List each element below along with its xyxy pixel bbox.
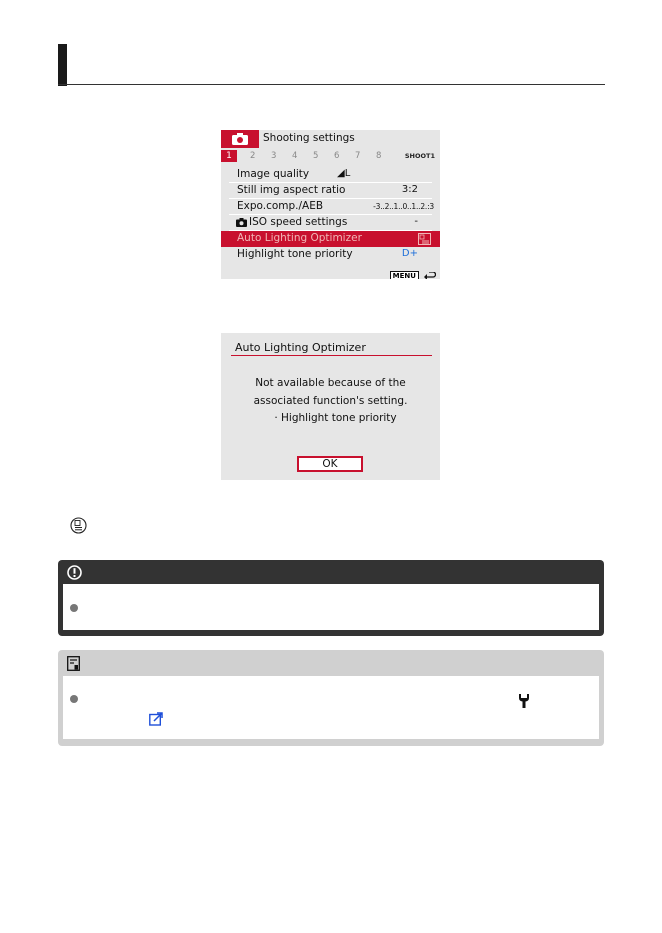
note-box — [58, 650, 604, 746]
camera-dialog-screen — [221, 333, 440, 480]
menu-item-aspect-ratio[interactable] — [221, 183, 440, 199]
dialog-message-line: · Highlight tone priority — [274, 412, 397, 424]
return-icon — [424, 272, 436, 280]
menu-item-value: -3..2..1..0..1..2.:3 — [373, 202, 434, 211]
tab-8[interactable]: 8 — [376, 151, 382, 161]
section-header-bar — [58, 44, 67, 86]
camera-icon — [236, 218, 247, 227]
menu-item-label: Highlight tone priority — [237, 248, 353, 260]
exclamation-icon — [67, 565, 82, 580]
menu-return-button[interactable] — [390, 266, 436, 277]
menu-item-iso[interactable] — [221, 215, 440, 231]
menu-item-label: Still img aspect ratio — [237, 184, 346, 196]
tab-5[interactable]: 5 — [313, 151, 319, 161]
tab-3[interactable]: 3 — [271, 151, 277, 161]
menu-item-value: - — [414, 216, 418, 227]
menu-title: Shooting settings — [263, 132, 355, 144]
menu-item-auto-lighting-optimizer[interactable] — [221, 231, 440, 247]
tab-4[interactable]: 4 — [292, 151, 298, 161]
dialog-divider — [231, 355, 432, 356]
alo-off-icon — [418, 233, 431, 245]
menu-item-label: ISO speed settings — [249, 216, 348, 228]
alo-off-icon — [70, 517, 87, 534]
wrench-icon — [518, 694, 530, 708]
menu-item-value: 3:2 — [401, 184, 418, 195]
caution-content — [63, 584, 599, 630]
menu-key-label: MENU — [390, 271, 419, 279]
link-icon[interactable] — [149, 712, 163, 726]
tab-6[interactable]: 6 — [334, 151, 340, 161]
menu-item-label: Auto Lighting Optimizer — [237, 232, 362, 244]
bullet-icon — [70, 695, 78, 703]
menu-item-label: Expo.comp./AEB — [237, 200, 324, 212]
menu-tabs — [221, 150, 440, 162]
caution-box — [58, 560, 604, 636]
dialog-message-line: Not available because of the — [255, 377, 406, 389]
tab-7[interactable]: 7 — [355, 151, 361, 161]
camera-icon — [232, 133, 248, 145]
note-content — [63, 676, 599, 739]
menu-item-value: D+ — [401, 248, 418, 259]
menu-item-highlight-tone-priority[interactable] — [221, 247, 440, 263]
tab-1[interactable]: 1 — [221, 150, 237, 162]
memo-icon — [67, 656, 80, 671]
camera-menu-screen — [221, 130, 440, 279]
ok-button[interactable]: OK — [297, 456, 363, 472]
dialog-title: Auto Lighting Optimizer — [235, 341, 366, 354]
menu-item-image-quality[interactable] — [221, 167, 440, 183]
dialog-message-line: associated function's setting. — [253, 395, 408, 407]
section-header-rule — [58, 84, 605, 85]
menu-item-expo-comp[interactable] — [221, 199, 440, 215]
menu-item-value: ◢L — [337, 168, 351, 179]
camera-tab[interactable] — [221, 130, 259, 148]
tab-2[interactable]: 2 — [250, 151, 256, 161]
tab-label: SHOOT1 — [404, 152, 435, 160]
bullet-icon — [70, 604, 78, 612]
menu-item-label: Image quality — [237, 168, 310, 180]
